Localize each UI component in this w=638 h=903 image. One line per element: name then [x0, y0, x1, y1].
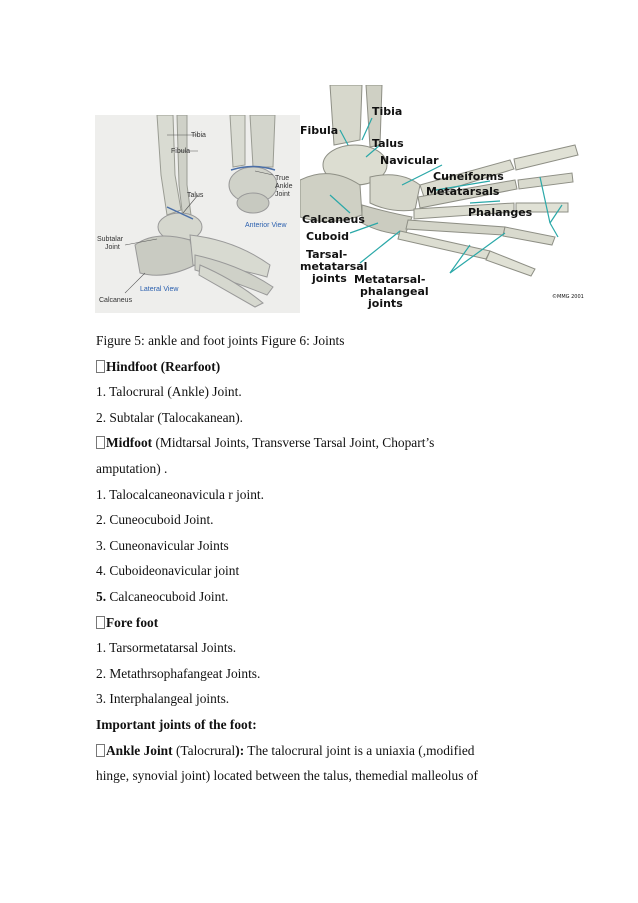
fig6-label-tibia: Tibia	[372, 105, 403, 118]
fig5-label-subtalar-joint: Joint	[105, 244, 120, 251]
fig5-label-subtalar: Subtalar	[97, 236, 124, 243]
list-text: Calcaneocuboid Joint.	[106, 588, 229, 604]
fig5-label-fibula: Fibula	[171, 148, 191, 155]
fig5-label-ankle: Ankle	[275, 183, 293, 190]
fig5-label-tibia: Tibia	[191, 132, 206, 139]
ankle-joint-paragraph	[96, 738, 556, 764]
midfoot-description: (Midtarsal Joints, Transverse Tarsal Joint, Chopart’s	[152, 435, 435, 451]
midfoot-heading	[96, 430, 556, 456]
bullet-icon	[96, 744, 105, 757]
fig6-label-metatarsal: metatarsal	[300, 260, 368, 273]
fig6-label-tarsal: Tarsal-	[306, 248, 348, 261]
fig6-label-calcaneus: Calcaneus	[302, 213, 365, 226]
list-item: 1. Tarsormetatarsal Joints.	[96, 640, 237, 656]
fig5-label-calcaneus: Calcaneus	[99, 297, 133, 304]
list-number: 5.	[96, 588, 107, 604]
list-item: 2. Metathrsophafangeat Joints.	[96, 665, 261, 681]
list-item: 4. Cuboideonavicular joint	[96, 563, 240, 579]
figure-5-ankle-foot-joints	[95, 115, 300, 313]
fig5-label-true: True	[275, 175, 290, 182]
hindfoot-heading	[96, 354, 556, 380]
figure-5-illustration	[95, 115, 300, 313]
fig6-label-joints-2: joints	[368, 297, 403, 310]
document-body	[96, 328, 556, 789]
list-item: 3. Cuneonavicular Joints	[96, 537, 229, 553]
fig5-label-talus: Talus	[187, 192, 204, 199]
list-item: 2. Subtalar (Talocakanean).	[96, 409, 244, 425]
fig5-label-anterior-view: Anterior View	[245, 222, 287, 229]
fig6-copyright: ©MMG 2001	[552, 294, 584, 300]
fig6-label-talus: Talus	[372, 137, 404, 150]
bullet-icon	[96, 436, 105, 449]
ankle-paren: (Talocrural	[172, 742, 236, 758]
list-item: 1. Talocrural (Ankle) Joint.	[96, 384, 242, 400]
figures-area	[95, 85, 584, 319]
fig6-label-metatarsals: Metatarsals	[426, 185, 500, 198]
bullet-icon	[96, 360, 105, 373]
bullet-icon	[96, 616, 105, 629]
list-item: 2. Cuneocuboid Joint.	[96, 512, 214, 528]
fig5-label-joint: Joint	[275, 191, 290, 198]
fig6-label-joints-1: joints	[312, 272, 347, 285]
fig6-label-phalanges: Phalanges	[468, 206, 533, 219]
hindfoot-title: Hindfoot (Rearfoot)	[106, 358, 221, 374]
list-item: 1. Talocalcaneonavicula r joint.	[96, 486, 264, 502]
fig5-label-lateral-view: Lateral View	[140, 286, 179, 293]
ankle-title: Ankle Joint	[106, 742, 173, 758]
list-item: 3. Interphalangeal joints.	[96, 691, 230, 707]
forefoot-title: Fore foot	[106, 614, 159, 630]
midfoot-title: Midfoot	[106, 435, 153, 451]
forefoot-heading	[96, 610, 556, 636]
important-heading: Important joints of the foot:	[96, 716, 257, 732]
important-joints-heading	[96, 712, 556, 738]
ankle-description-cont: hinge, synovial joint) located between the talus, themedial malleolus of	[96, 768, 478, 784]
ankle-close: ):	[235, 742, 245, 758]
figure-6-foot-joints	[300, 85, 605, 319]
figure-caption: Figure 5: ankle and foot joints Figure 6: Joints	[96, 333, 345, 348]
fig6-label-cuneiforms: Cuneiforms	[433, 170, 504, 183]
fig6-label-cuboid: Cuboid	[306, 230, 349, 243]
ankle-description: The talocrural joint is a uniaxia (,modified	[244, 742, 475, 758]
fig6-label-phalangeal: phalangeal	[360, 285, 429, 298]
midfoot-description-cont: amputation) .	[96, 460, 168, 476]
fig6-label-metatarsal-dash: Metatarsal-	[354, 273, 426, 286]
fig6-label-navicular: Navicular	[380, 154, 439, 167]
fig6-label-fibula: Fibula	[300, 124, 339, 137]
list-item-5	[96, 584, 556, 610]
